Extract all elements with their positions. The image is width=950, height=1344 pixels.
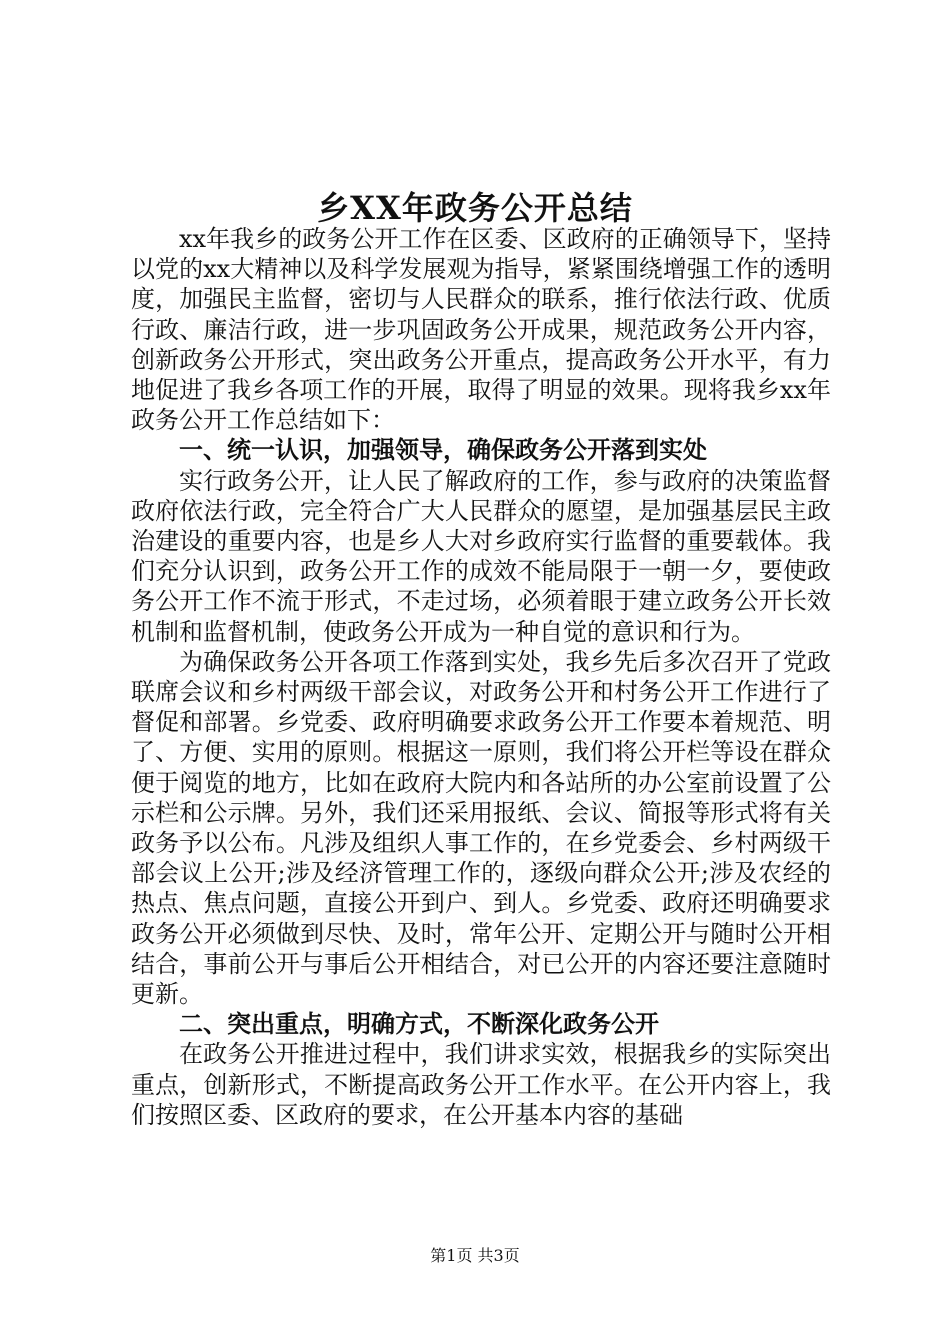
section-1-paragraph-2: 为确保政务公开各项工作落到实处，我乡先后多次召开了党政联席会议和乡村两级干部会议，对政务公开和村务公开工作进行了督促和部署。乡党委、政府明确要求政务公开工作要本着规范、明了、方便、实用的原则。根据这一原则，我们将公开栏等设在群众便于阅览的地方，比如在政府大院内和各站所的办公室前设置了公示栏和公示牌。另外，我们还采用报纸、会议、简报等形式将有关政务予以公布。凡涉及组织人事工作的，在乡党委会、乡村两级干部会议上公开;涉及经济管理工作的，逐级向群众公开;涉及农经的热点、焦点问题，直接公开到户、到人。乡党委、政府还明确要求政务公开必须做到尽快、及时，常年公开、定期公开与随时公开相结合，事前公开与事后公开相结合，对已公开的内容还要注意随时更新。	[131, 647, 831, 1009]
section-2-heading: 二、突出重点，明确方式，不断深化政务公开	[179, 1009, 659, 1039]
page-footer: 第1页 共3页	[430, 1246, 520, 1265]
document-body	[131, 224, 831, 1130]
section-1-paragraph-1: 实行政务公开，让人民了解政府的工作，参与政府的决策监督政府依法行政，完全符合广大人民群众的愿望，是加强基层民主政治建设的重要内容，也是乡人大对乡政府实行监督的重要载体。我们充分认识到，政务公开工作的成效不能局限于一朝一夕，要使政务公开工作不流于形式，不走过场，必须着眼于建立政务公开长效机制和监督机制，使政务公开成为一种自觉的意识和行为。	[131, 466, 831, 646]
section-2-paragraph-1: 在政务公开推进过程中，我们讲求实效，根据我乡的实际突出重点，创新形式，不断提高政务公开工作水平。在公开内容上，我们按照区委、区政府的要求，在公开基本内容的基础	[131, 1040, 831, 1129]
document-title: 乡XX年政务公开总结	[317, 189, 633, 227]
section-1-heading: 一、统一认识，加强领导，确保政务公开落到实处	[179, 435, 707, 465]
intro-paragraph: xx年我乡的政务公开工作在区委、区政府的正确领导下，坚持以党的xx大精神以及科学发展观为指导，紧紧围绕增强工作的透明度，加强民主监督，密切与人民群众的联系，推行依法行政、优质行政、廉洁行政，进一步巩固政务公开成果，规范政务公开内容，创新政务公开形式，突出政务公开重点，提高政务公开水平，有力地促进了我乡各项工作的开展，取得了明显的效果。现将我乡xx年政务公开工作总结如下：	[131, 225, 831, 435]
